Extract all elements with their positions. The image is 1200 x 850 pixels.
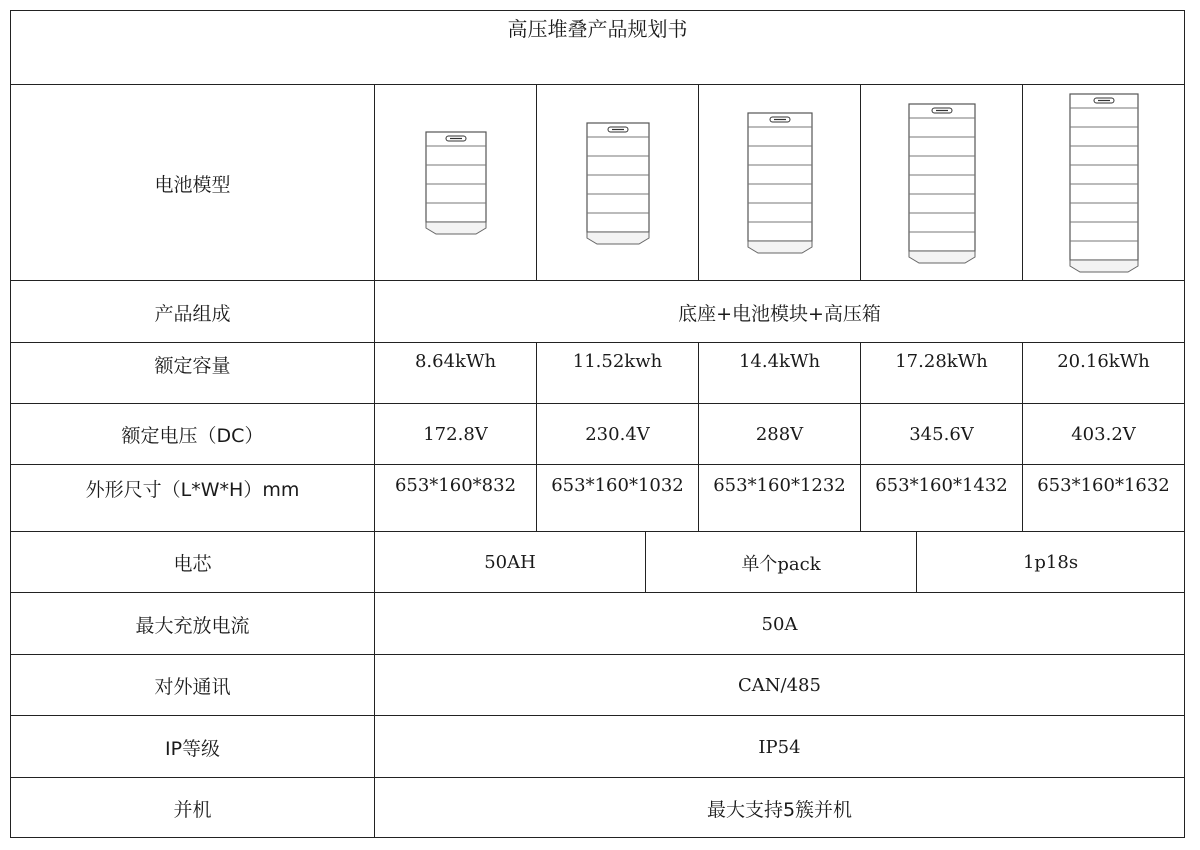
capacity-value: 14.4kWh bbox=[698, 343, 860, 404]
cell-row bbox=[11, 531, 1184, 593]
capacity-value: 11.52kwh bbox=[536, 343, 698, 404]
page-title: 高压堆叠产品规划书 bbox=[507, 17, 688, 41]
battery-stack-icon bbox=[424, 130, 488, 236]
dimensions-value: 653*160*832 bbox=[374, 465, 536, 532]
voltage-label: 额定电压（DC） bbox=[121, 425, 264, 447]
communication-row bbox=[11, 654, 1184, 716]
composition-value: 底座+电池模块+高压箱 bbox=[374, 281, 1184, 343]
composition-row bbox=[11, 280, 1184, 343]
voltage-value: 288V bbox=[698, 404, 860, 465]
parallel-row bbox=[11, 777, 1184, 838]
cell-capacity-value: 50AH bbox=[374, 532, 645, 593]
dimensions-value: 653*160*1432 bbox=[860, 465, 1022, 532]
battery-stack-icon bbox=[1068, 92, 1140, 274]
parallel-label: 并机 bbox=[173, 798, 212, 821]
communication-label: 对外通讯 bbox=[154, 676, 231, 698]
capacity-value: 8.64kWh bbox=[374, 343, 536, 404]
max-current-label: 最大充放电流 bbox=[135, 614, 250, 637]
title-row bbox=[11, 11, 1184, 84]
voltage-value: 403.2V bbox=[1022, 404, 1184, 465]
communication-value: CAN/485 bbox=[374, 655, 1184, 716]
battery-image-4 bbox=[860, 85, 1022, 281]
cell-pack-value: 单个pack bbox=[645, 532, 916, 593]
battery-image-3 bbox=[698, 85, 860, 281]
dimensions-value: 653*160*1632 bbox=[1022, 465, 1184, 532]
voltage-row bbox=[11, 403, 1184, 465]
parallel-value: 最大支持5簇并机 bbox=[374, 778, 1184, 838]
dimensions-value: 653*160*1232 bbox=[698, 465, 860, 532]
capacity-label: 额定容量 bbox=[154, 355, 231, 377]
max-current-row bbox=[11, 592, 1184, 655]
battery-stack-icon bbox=[746, 111, 814, 255]
capacity-value: 20.16kWh bbox=[1022, 343, 1184, 404]
battery-stack-icon bbox=[585, 121, 651, 246]
ip-rating-row bbox=[11, 715, 1184, 778]
battery-image-5 bbox=[1022, 85, 1184, 281]
dimensions-value: 653*160*1032 bbox=[536, 465, 698, 532]
capacity-row bbox=[11, 342, 1184, 404]
ip-rating-value: IP54 bbox=[374, 716, 1184, 778]
voltage-value: 230.4V bbox=[536, 404, 698, 465]
model-row bbox=[11, 84, 1184, 281]
model-label: 电池模型 bbox=[154, 173, 231, 196]
dimensions-row bbox=[11, 464, 1184, 532]
composition-label: 产品组成 bbox=[154, 302, 231, 325]
voltage-value: 345.6V bbox=[860, 404, 1022, 465]
battery-image-1 bbox=[374, 85, 536, 281]
max-current-value: 50A bbox=[374, 593, 1184, 655]
cell-config-value: 1p18s bbox=[916, 532, 1184, 593]
voltage-value: 172.8V bbox=[374, 404, 536, 465]
spec-table bbox=[10, 10, 1185, 838]
battery-image-2 bbox=[536, 85, 698, 281]
cell-label: 电芯 bbox=[173, 553, 212, 575]
dimensions-label: 外形尺寸（L*W*H）mm bbox=[85, 479, 300, 501]
battery-stack-icon bbox=[907, 102, 977, 265]
capacity-value: 17.28kWh bbox=[860, 343, 1022, 404]
ip-rating-label: IP等级 bbox=[164, 737, 221, 760]
